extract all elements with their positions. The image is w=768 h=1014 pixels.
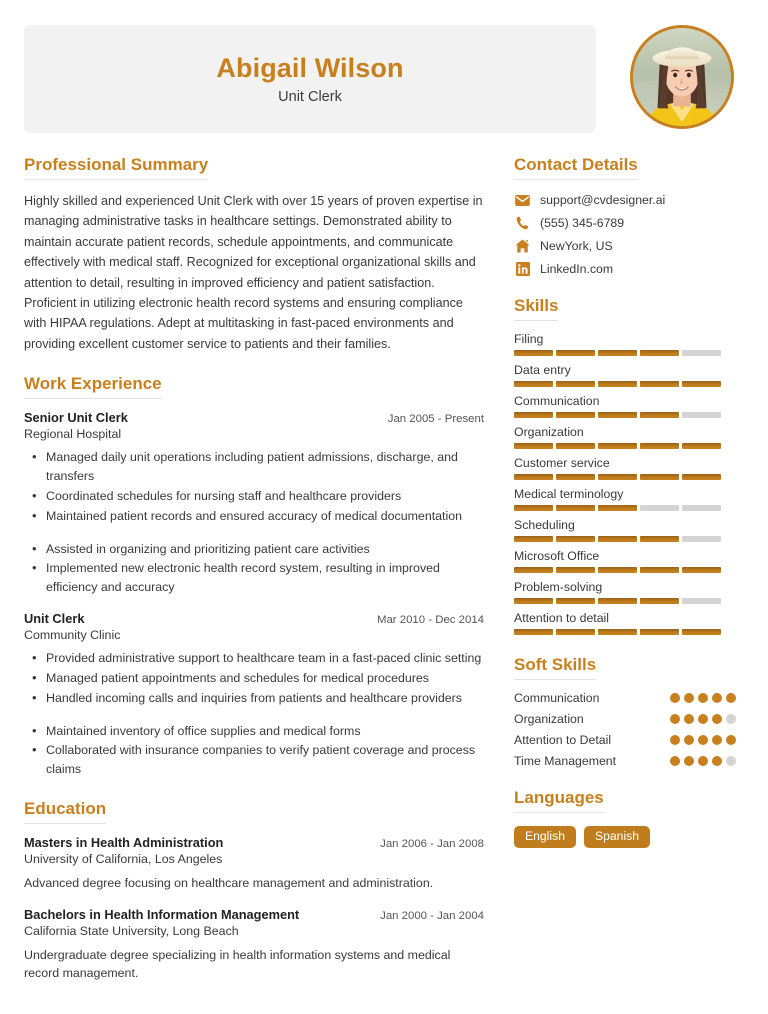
skill-segment (514, 598, 553, 604)
skill-level-bar (514, 536, 721, 542)
education-description: Undergraduate degree specializing in health information systems and medical record management. (24, 947, 451, 981)
experience-job-title: Senior Unit Clerk (24, 410, 128, 426)
section-soft-skills (514, 655, 736, 768)
section-heading-summary: Professional Summary (24, 155, 208, 180)
skill-segment (640, 629, 679, 635)
bullet-item: • Managed daily unit operations including patient admissions, discharge, and transfers (24, 448, 484, 486)
resume-header (0, 0, 768, 133)
skill-segment (682, 536, 721, 542)
rating-dot (726, 693, 736, 703)
education-school: University of California, Los Angeles (24, 852, 223, 867)
skill-row (514, 425, 736, 449)
bullet-item: • Collaborated with insurance companies to verify patient coverage and process claims (24, 741, 484, 779)
skill-name: Organization (514, 425, 584, 439)
skill-name: Problem-solving (514, 580, 603, 594)
rating-dot (712, 714, 722, 724)
rating-dot (698, 714, 708, 724)
skill-segment (598, 536, 637, 542)
skill-segment (682, 629, 721, 635)
experience-bullets (24, 448, 484, 525)
skill-row (514, 549, 736, 573)
skill-level-bar (514, 629, 721, 635)
skill-segment (640, 474, 679, 480)
bullet-item: • Coordinated schedules for nursing staff and healthcare providers (24, 487, 484, 506)
skill-segment (682, 350, 721, 356)
soft-skills-list (514, 691, 736, 768)
rating-dot (684, 693, 694, 703)
profile-photo (633, 28, 731, 126)
skill-segment (514, 443, 553, 449)
contact-location-text: NewYork, US (540, 239, 613, 253)
skill-segment (682, 598, 721, 604)
section-skills (514, 296, 736, 635)
avatar (630, 25, 734, 129)
section-professional-summary (24, 155, 484, 354)
skill-segment (514, 567, 553, 573)
summary-text: Highly skilled and experienced Unit Clerk with over 15 years of proven expertise in managing administrative tasks in healthcare settings. Demonstrated ability to maintain accurate patient records, schedule appointments, and communicate effectively with medical staff. Recognized for exceptional organizational skills and attention to detail, resulting in improved efficiency and patient satisfaction. Proficient in utilizing electronic health record systems and ensuring compliance with HIPAA regulations. Adept at multitasking in fast-paced environments and providing excellent customer service to patients and their families. (24, 194, 483, 351)
soft-skill-rating (670, 735, 736, 745)
skill-segment (556, 567, 595, 573)
skill-segment (514, 536, 553, 542)
skill-row (514, 363, 736, 387)
rating-dot (684, 714, 694, 724)
section-heading-soft-skills: Soft Skills (514, 655, 596, 680)
skill-level-bar (514, 505, 721, 511)
skill-segment (514, 505, 553, 511)
skill-segment (598, 567, 637, 573)
skill-segment (556, 381, 595, 387)
skill-row (514, 456, 736, 480)
bullet-item: • Implemented new electronic health record system, resulting in improved efficiency and accuracy (24, 559, 484, 597)
rating-dot (698, 735, 708, 745)
rating-dot (712, 693, 722, 703)
experience-entry (24, 410, 484, 597)
skill-segment (640, 567, 679, 573)
experience-date: Mar 2010 - Dec 2014 (376, 614, 484, 627)
education-entry-head (24, 907, 484, 922)
rating-dot (712, 735, 722, 745)
skill-segment (556, 598, 595, 604)
experience-entry-head (24, 611, 484, 626)
contact-item-email[interactable] (514, 193, 736, 207)
skill-segment (640, 443, 679, 449)
profile-photo-illustration (633, 28, 731, 126)
skill-segment (682, 567, 721, 573)
soft-skill-name: Attention to Detail (514, 733, 612, 747)
education-entry (24, 835, 484, 893)
language-chip: Spanish (584, 826, 650, 848)
skill-segment (598, 629, 637, 635)
section-heading-experience: Work Experience (24, 374, 162, 399)
skill-segment (640, 505, 679, 511)
skill-segment (682, 381, 721, 387)
skill-name: Medical terminology (514, 487, 624, 501)
skill-segment (556, 629, 595, 635)
skill-name: Customer service (514, 456, 610, 470)
skill-segment (556, 443, 595, 449)
language-chip: English (514, 826, 576, 848)
experience-date: Jan 2005 - Present (387, 413, 484, 426)
skill-segment (514, 412, 553, 418)
soft-skill-row (514, 691, 736, 705)
skill-row (514, 611, 736, 635)
experience-bullets (24, 649, 484, 708)
skill-name: Data entry (514, 363, 571, 377)
rating-dot (670, 735, 680, 745)
soft-skill-row (514, 733, 736, 747)
skill-level-bar (514, 598, 721, 604)
skill-segment (598, 381, 637, 387)
rating-dot (670, 756, 680, 766)
contact-linkedin-text: LinkedIn.com (540, 262, 614, 276)
contact-item-location[interactable] (514, 239, 736, 253)
section-heading-languages: Languages (514, 788, 604, 813)
home-icon (514, 239, 531, 253)
skill-name: Microsoft Office (514, 549, 600, 563)
right-column (506, 155, 736, 1003)
rating-dot (670, 693, 680, 703)
skill-segment (640, 536, 679, 542)
experience-organization: Regional Hospital (24, 427, 122, 442)
skill-segment (598, 505, 637, 511)
soft-skill-name: Organization (514, 712, 584, 726)
skill-segment (514, 474, 553, 480)
section-heading-contact: Contact Details (514, 155, 638, 180)
skill-row (514, 518, 736, 542)
skill-segment (598, 443, 637, 449)
section-contact-details (514, 155, 736, 276)
soft-skill-rating (670, 693, 736, 703)
skill-level-bar (514, 381, 721, 387)
skill-segment (682, 505, 721, 511)
bullet-item: • Maintained inventory of office supplies and medical forms (24, 722, 484, 741)
rating-dot (726, 756, 736, 766)
contact-list (514, 193, 736, 276)
bullet-item: • Provided administrative support to healthcare team in a fast-paced clinic setting (24, 649, 484, 668)
skill-row (514, 332, 736, 356)
phone-icon (514, 216, 531, 230)
skill-segment (556, 505, 595, 511)
skills-list (514, 332, 736, 635)
skill-row (514, 487, 736, 511)
envelope-icon (514, 195, 531, 206)
education-degree: Masters in Health Administration (24, 835, 224, 851)
skill-segment (640, 381, 679, 387)
experience-entry (24, 611, 484, 779)
skill-segment (598, 474, 637, 480)
linkedin-icon (514, 262, 531, 276)
rating-dot (698, 693, 708, 703)
experience-bullets (24, 722, 484, 780)
skill-name: Communication (514, 394, 600, 408)
rating-dot (684, 735, 694, 745)
bullet-item: • Managed patient appointments and schedules for medical procedures (24, 669, 484, 688)
section-languages (514, 788, 736, 848)
contact-item-linkedin[interactable] (514, 262, 736, 276)
rating-dot (670, 714, 680, 724)
rating-dot (698, 756, 708, 766)
skill-level-bar (514, 443, 721, 449)
skill-name: Filing (514, 332, 544, 346)
skill-segment (682, 412, 721, 418)
contact-email-text: support@cvdesigner.ai (540, 193, 666, 207)
education-date: Jan 2000 - Jan 2004 (380, 909, 484, 922)
education-description: Advanced degree focusing on healthcare management and administration. (24, 876, 434, 891)
skill-segment (556, 350, 595, 356)
name-banner (24, 25, 596, 133)
soft-skill-name: Communication (514, 691, 600, 705)
rating-dot (726, 714, 736, 724)
rating-dot (726, 735, 736, 745)
skill-segment (598, 350, 637, 356)
contact-phone-text: (555) 345-6789 (540, 216, 625, 230)
section-heading-education: Education (24, 799, 106, 824)
education-school: California State University, Long Beach (24, 923, 239, 938)
soft-skill-name: Time Management (514, 754, 617, 768)
skill-segment (556, 412, 595, 418)
skill-name: Scheduling (514, 518, 575, 532)
skill-row (514, 394, 736, 418)
section-education (24, 799, 484, 983)
bullet-item: • Maintained patient records and ensured accuracy of medical documentation (24, 507, 484, 526)
education-date: Jan 2006 - Jan 2008 (380, 838, 484, 851)
experience-entry-head (24, 410, 484, 425)
education-entry-head (24, 835, 484, 850)
skill-segment (598, 598, 637, 604)
soft-skill-row (514, 754, 736, 768)
languages-list (514, 826, 736, 848)
section-work-experience (24, 374, 484, 779)
skill-level-bar (514, 412, 721, 418)
experience-organization: Community Clinic (24, 628, 121, 643)
soft-skill-rating (670, 756, 736, 766)
resume-body (0, 155, 768, 1003)
skill-segment (682, 474, 721, 480)
skill-segment (640, 350, 679, 356)
contact-item-phone[interactable] (514, 216, 736, 230)
bullet-item: • Assisted in organizing and prioritizing patient care activities (24, 540, 484, 559)
skill-level-bar (514, 567, 721, 573)
skill-level-bar (514, 350, 721, 356)
experience-bullets (24, 540, 484, 598)
education-degree: Bachelors in Health Information Management (24, 906, 300, 922)
bullet-item: • Handled incoming calls and inquiries from patients and healthcare providers (24, 689, 484, 708)
soft-skill-rating (670, 714, 736, 724)
skill-row (514, 580, 736, 604)
left-column (24, 155, 506, 1003)
skill-segment (514, 381, 553, 387)
page-title: Abigail Wilson (216, 52, 404, 83)
skill-segment (640, 412, 679, 418)
skill-segment (598, 412, 637, 418)
skill-segment (640, 598, 679, 604)
rating-dot (712, 756, 722, 766)
section-heading-skills: Skills (514, 296, 558, 321)
skill-segment (682, 443, 721, 449)
rating-dot (684, 756, 694, 766)
education-entry (24, 907, 484, 983)
skill-level-bar (514, 474, 721, 480)
skill-segment (514, 629, 553, 635)
skill-segment (556, 474, 595, 480)
job-title: Unit Clerk (278, 89, 342, 106)
experience-job-title: Unit Clerk (24, 611, 85, 627)
skill-segment (514, 350, 553, 356)
soft-skill-row (514, 712, 736, 726)
skill-name: Attention to detail (514, 611, 610, 625)
skill-segment (556, 536, 595, 542)
